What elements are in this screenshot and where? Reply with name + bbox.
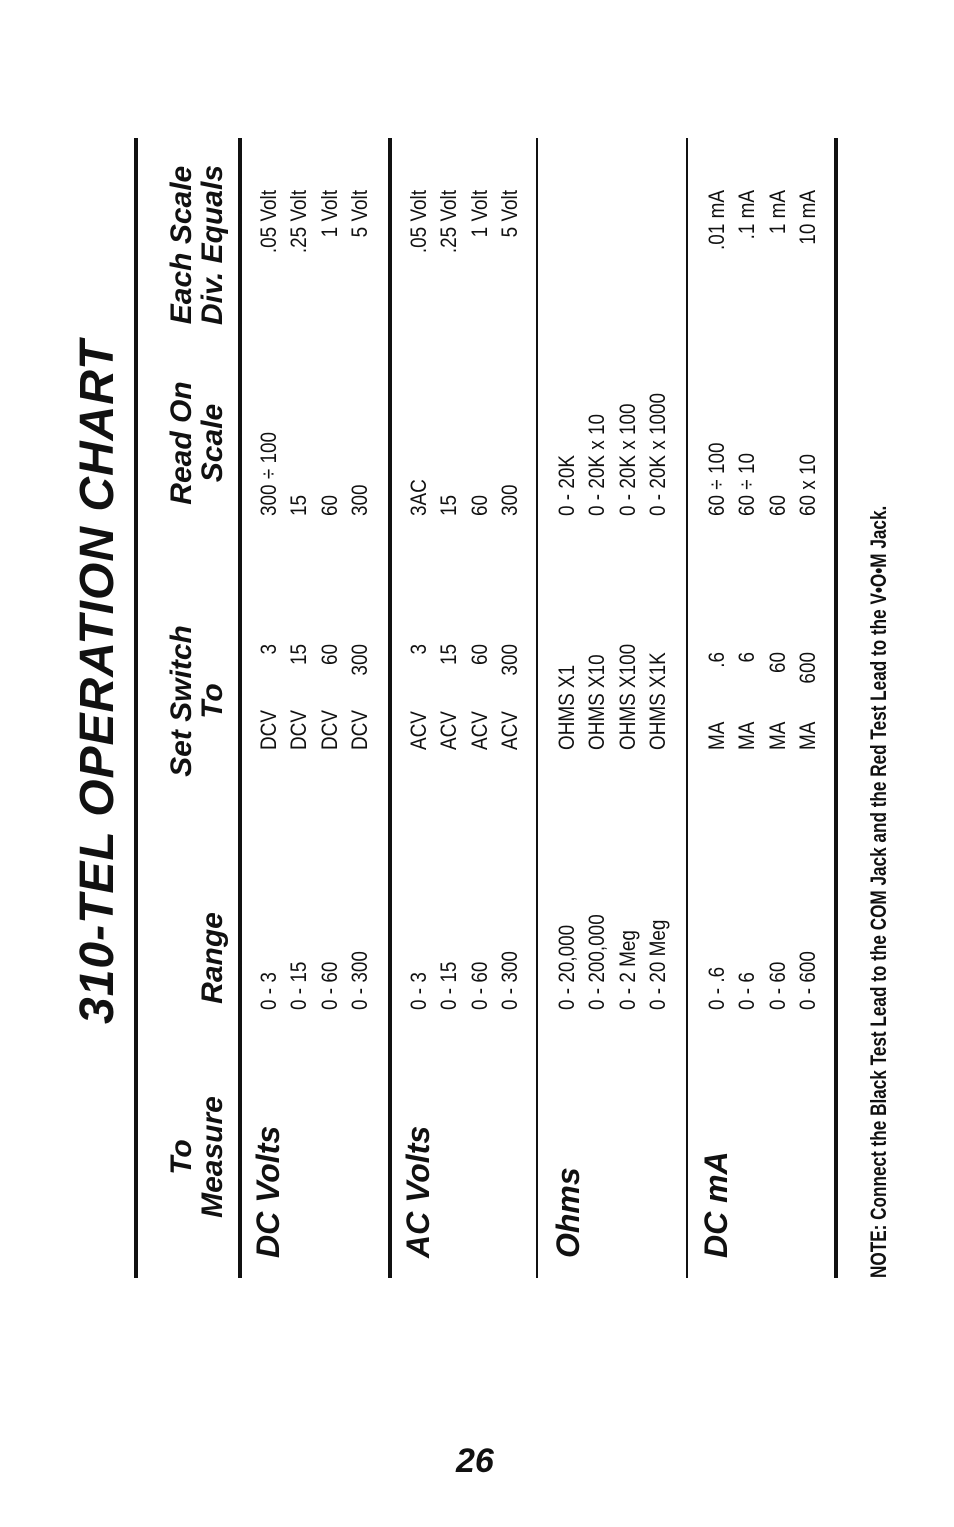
scale-cell: 300 ÷ 100 15 60 300 xyxy=(256,431,373,516)
switch-mode-cell: MA MA MA MA xyxy=(704,721,821,750)
switch-value-cell: .6 6 60 600 xyxy=(704,652,821,684)
div-cell: .05 Volt .25 Volt 1 Volt 5 Volt xyxy=(406,190,523,254)
switch-mode-cell: ACV ACV ACV ACV xyxy=(406,711,523,750)
scale-cell: 0 - 20K 0 - 20K x 10 0 - 20K x 100 0 - 20K x 1000 xyxy=(554,392,671,516)
section-label: DC Volts xyxy=(250,1125,286,1258)
switch-mode-cell: OHMS X1 OHMS X10 OHMS X100 OHMS X1K xyxy=(554,643,671,750)
chart-title: 310-TEL OPERATION CHART xyxy=(71,339,124,1024)
section-label: Ohms xyxy=(550,1167,586,1258)
header-div: Each Scale Div. Equals xyxy=(165,164,229,326)
rotated-chart-page xyxy=(0,90,954,1340)
div-cell: .01 mA .1 mA 1 mA 10 mA xyxy=(704,190,821,250)
rule-dc-volts xyxy=(238,138,242,1278)
header-scale: Read On Scale xyxy=(165,381,229,505)
section-label: DC mA xyxy=(698,1151,734,1258)
header-switch: Set Switch To xyxy=(165,625,229,777)
rule-dc-ma xyxy=(686,138,688,1278)
scale-cell: 3AC 15 60 300 xyxy=(406,479,523,516)
div-cell: .05 Volt .25 Volt 1 Volt 5 Volt xyxy=(256,190,373,254)
header-range: Range xyxy=(196,912,229,1004)
range-cell: 0 - .6 0 - 6 0 - 60 0 - 600 xyxy=(704,951,821,1010)
rule-note xyxy=(834,138,838,1278)
switch-value-cell: 3 15 60 300 xyxy=(406,644,523,676)
range-cell: 0 - 3 0 - 15 0 - 60 0 - 300 xyxy=(406,951,523,1010)
range-cell: 0 - 3 0 - 15 0 - 60 0 - 300 xyxy=(256,951,373,1010)
connection-note: NOTE: Connect the Black Test Lead to the COM Jack and the Red Test Lead to the V•O•M Jack. xyxy=(866,505,891,1278)
rule-ac-volts xyxy=(388,138,392,1278)
page-number: 26 xyxy=(456,1442,494,1480)
rule-ohms xyxy=(536,138,538,1278)
rule-header xyxy=(134,138,138,1278)
switch-value-cell: 3 15 60 300 xyxy=(256,644,373,676)
scale-cell: 60 ÷ 100 60 ÷ 10 60 60 x 10 xyxy=(704,442,821,516)
section-label: AC Volts xyxy=(400,1125,436,1258)
range-cell: 0 - 20,000 0 - 200,000 0 - 2 Meg 0 - 20 Meg xyxy=(554,914,671,1010)
header-measure: To Measure xyxy=(165,1096,229,1218)
switch-mode-cell: DCV DCV DCV DCV xyxy=(256,710,373,750)
